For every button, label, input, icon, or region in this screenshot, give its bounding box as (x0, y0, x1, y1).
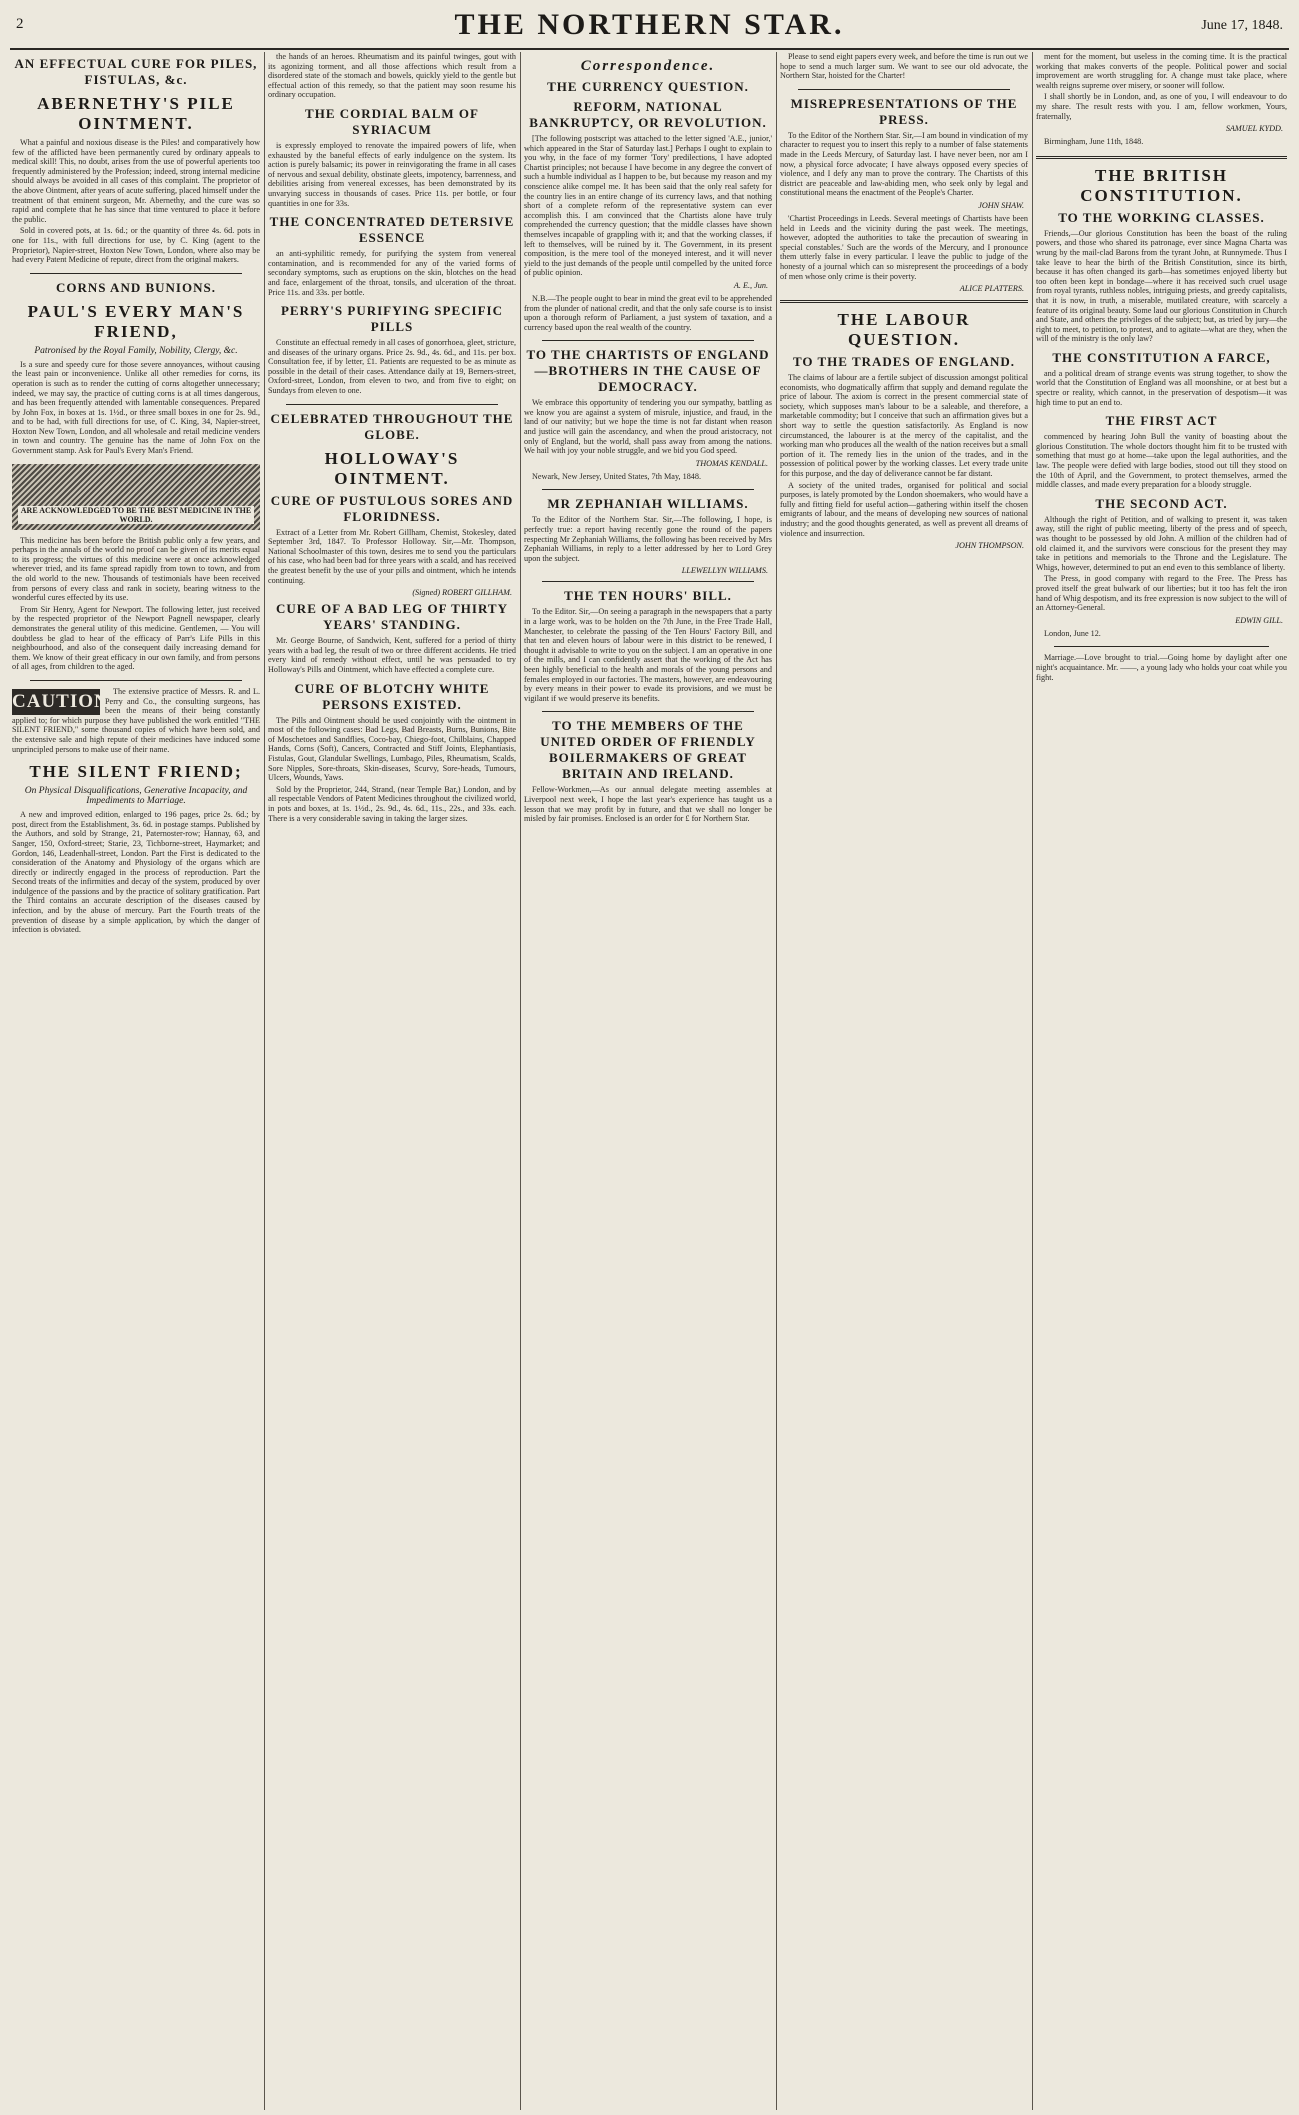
article-text: Please to send eight papers every week, and before the time is run out we hope to send a much larger sum. We want to see our old advocate, the Northern Star, hoisted for the Charter! (780, 52, 1028, 81)
divider (30, 273, 242, 274)
newspaper-title: THE NORTHERN STAR. (454, 8, 845, 41)
advert-headline: THE CORDIAL BALM OF SYRIACUM (305, 105, 479, 137)
article-title: THE BRITISH CONSTITUTION. (1080, 165, 1243, 205)
article-text: [The following postscript was attached to the letter signed 'A.E., junior,' which appeared in the Star of Saturday last.] Perhaps I ought to explain to you why, in the face of my former 'Tory' predilections, I have adopted Chartist principles; not because I have become in any degree the convert of such a humble individual as I happen to be, but because my reason and my conscience alike compel me. It has been said that the only real safety for the country lies in an entire change of its currency laws, and that nothing short of a complete reform of the representative system can ever accomplish this. I am convinced that the Chartists alone have truly comprehended the currency question; that the middle classes have shown themselves incapable of grappling with it; and that the working classes, if left to themselves, will be ruined by it. The Government, in its present composition, is the mere tool of the moneyed interest, and it will never yield to the just demands of the people until compelled by the united force of public opinion. (524, 134, 772, 278)
divider (542, 489, 754, 490)
advert-text: A new and improved edition, enlarged to 196 pages, price 2s. 6d.; by post, direct from the Establishment, 3s. 6d. in postage stamps. Published by the Authors, and sold by Strange, 21, Paternoster-row; Hannay, 63, and Sanger, 150, Oxford-street; Starie, 23, Tichborne-street, Haymarket; and Gordon, 146, Leadenhall-street, London. Part the First is dedicated to the consideration of the Anatomy and Physiology of the organs which are directly or indirectly engaged in the process of reproduction. Part the Second treats of the infirmities and decay of the system, produced by over indulgence of the passions and by the practice of solitary gratification. Part the Third contains an accurate description of the diseases caused by infection, and by the abuse of mercury. Part the Fourth treats of the prevention of disease by a simple application, by which the danger of infection is obviated. (12, 810, 260, 935)
signature: (Signed) ROBERT GILLHAM. (412, 588, 512, 598)
article-text: Fellow-Workmen,—As our annual delegate meeting assembles at Liverpool next week, I hope the last year's experience has taught us a lesson that we may profit by in future, and that we shall no longer be misled by fair promises. Enclosed is an order for £ for Northern Star. (524, 785, 772, 824)
article-text: 'Chartist Proceedings in Leeds. Several meetings of Chartists have been held in Leeds and the vicinity during the past week. The meetings, however, adopted the authorities to take the precaution of swearing in special constables.' Such are the words of the Mercury, and I pronounce them utterly false in every particular. I leave the public to judge of the honesty of a journal which can so misrepresent the proceedings of a body of men whose only crime is their poverty. (780, 213, 1028, 281)
article-text: To the Editor of the Northern Star. Sir,—I am bound in vindication of my character to request you to insert this reply to a number of false statements made in the Leeds Mercury, of Saturday last. I have never been, nor am I now, a physical force advocate; I have always opposed every species of violence, and I defy any man to prove the contrary. The Chartists of this district are peaceable and law-abiding men, who seek only by legal and constitutional means the enactment of the People's Charter. (780, 130, 1028, 198)
advert-subtitle: On Physical Disqualifications, Generative Incapacity, and Impediments to Marriage. (24, 786, 248, 807)
advert-title: PAUL'S EVERY MAN'S FRIEND, (27, 301, 245, 341)
section-title: Correspondence. (580, 58, 716, 74)
advert-title: THE SILENT FRIEND; (29, 762, 243, 782)
advert-headline: CURE OF PUSTULOUS SORES AND FLORIDNESS. (270, 492, 514, 524)
article-text: We embrace this opportunity of tendering you our sympathy, battling as we know you are against a system of misrule, injustice, and fraud, in the land of our nativity; but we hope the time is not far distant when reason and justice will gain the ascendancy, and when the proud aristocracy, not only of England, but the world, shall pass away from among the nations. We hail with joy your noble struggle, and we bid you God speed. (524, 398, 772, 456)
advert-headline: CURE OF A BAD LEG OF THIRTY YEARS' STANDING. (276, 601, 508, 633)
masthead-rule (10, 48, 1289, 50)
divider (1036, 156, 1287, 159)
advert-headline: CELEBRATED THROUGHOUT THE GLOBE. (270, 410, 514, 442)
column-5 (1036, 52, 1287, 2112)
article-headline: THE SECOND ACT. (1095, 495, 1228, 511)
column-rule (1032, 52, 1033, 2110)
article-text: Newark, New Jersey, United States, 7th May, 1848. (532, 471, 702, 481)
signature: JOHN THOMPSON. (955, 541, 1024, 551)
advert-text: the hands of an heroes. Rheumatism and its painful twinges, gout with its agonizing torment, and all those affections which result from a disordered state of the stomach and bowels, quickly yield to the gentle but effectual action of this remedy, so that the patient may soon resume his ordinary occupation. (268, 52, 516, 100)
article-title: THE LABOUR QUESTION. (837, 310, 971, 350)
column-2 (268, 52, 516, 2112)
divider (798, 89, 1010, 90)
article-headline: TO THE TRADES OF ENGLAND. (792, 354, 1016, 370)
divider (1054, 646, 1269, 647)
advert-subtitle: Patronised by the Royal Family, Nobility, Clergy, &c. (34, 345, 238, 356)
advert-text: is expressly employed to renovate the impaired powers of life, when exhausted by the baneful effects of early indulgence on the system. Its action is purely balsamic; its power in reinvigorating the frame in all cases of nervous and sexual debility, obstinate gleets, impotency, barrenness, and debilities arising from venereal excesses, has been demonstrated by its unvarying success in thousands of cases. Price 11s. per bottle, or four quantities in one for 33s. (268, 140, 516, 208)
divider (542, 340, 754, 341)
article-headline: TO THE CHARTISTS OF ENGLAND—BROTHERS IN THE CAUSE OF DEMOCRACY. (526, 347, 770, 395)
article-text: To the Editor. Sir,—On seeing a paragraph in the newspapers that a party in a large work, was to be holden on the 7th June, in the Free Trade Hall, Manchester, to celebrate the passing of the Ten Hours' Factory Bill, and that ten and eleven hours of labour were in this district to be renewed, I thought it advisable to write to you on the subject. I am an operative in one of the mills, and I can confidently assert that the working of the Act has been highly beneficial to the health and morals of the young persons and females employed in our factories. The masters, however, are endeavouring by every means in their power to evade its provisions, and we must be vigilant if we would preserve its benefits. (524, 607, 772, 703)
column-rule (520, 52, 521, 2110)
signature: THOMAS KENDALL. (695, 458, 768, 468)
signature: EDWIN GILL. (1235, 615, 1283, 625)
advert-headline: CURE OF BLOTCHY WHITE PERSONS EXISTED. (294, 680, 490, 712)
column-rule (776, 52, 777, 2110)
article-text: The claims of labour are a fertile subject of discussion amongst political economists, who dogmatically affirm that supply and demand regulate the price of labour. The axiom is correct in the present commercial state of society, which supposes man's labour to be a saleable, and therefore, a marketable commodity; but I conceive that such an affirmation gives but a short way to settle the question satisfactorily. As England is now circumstanced, the labourer is at the mercy of the capitalist, and the working man who produces all the wealth of the nation receives but a small portion of it. The remedy lies in the union of the trades, and in the possession of political power by the working classes. Let every trade unite for this purpose, and the day of deliverance cannot be far distant. A society of the united trades, organised for political and social purposes, is lately promoted by the London shoemakers, who would have a fully and fitting field for useful action—gathering within itself the chosen emigrants of labour, and the means of developing new sources of national industry; and the good thoughts generated, as well as prevent all dreams of violence and insurrection. (780, 373, 1028, 538)
column-4 (780, 52, 1028, 2112)
article-text: and a political dream of strange events was strung together, to show the world that the Constitution of England was all moonshine, or at best but a spectre or reality, which cannot, in the preservation of despotism—it was high time to put an end to. (1036, 368, 1287, 407)
article-headline: THE CURRENCY QUESTION. (547, 79, 749, 94)
advert-text: The Pills and Ointment should be used conjointly with the ointment in most of the following cases: Bad Legs, Bad Breasts, Burns, Bunions, Bite of Moschetoes and Sandflies, Coco-bay, Chiego-foot, Chilblains, Chapped Hands, Corns (Soft), Cancers, Contracted and Stiff Joints, Elephantiasis, Fistulas, Gout, Glandular Swellings, Lumbago, Piles, Rheumatism, Scalds, Sore Nipples, Sore-throats, Skin-diseases, Scurvy, Sore-heads, Tumours, Ulcers, Wounds, Yaws. Sold by the Proprietor, 244, Strand, (near Temple Bar,) London, and by all respectable Vendors of Patent Medicines throughout the civilized world, in pots and boxes, at 1s. 1½d., 2s. 9d., 4s. 6d., 11s., 22s., and 33s. each. There is a very considerable saving in taking the larger sizes. (268, 715, 516, 823)
divider (542, 711, 754, 712)
advert-banner-caption: ARE ACKNOWLEDGED TO BE THE BEST MEDICINE IN THE WORLD. (18, 506, 254, 524)
advert-text: CAUTION The extensive practice of Messrs. R. and L. Perry and Co., the consulting surgeons, has been the means of their being constantly applied to; for which purpose they have published the work entitled "THE SILENT FRIEND," some thousand copies of which have been sold, and the extensive sale and high repute of their medicines have induced some unprincipled persons to make use of their name. (12, 686, 260, 754)
advert-title: HOLLOWAY'S OINTMENT. (324, 448, 460, 488)
article-text: commenced by hearing John Bull the vanity of boasting about the glorious Constitution. The whole doctors thought him fit to be trusted with something that must go at home—take upon the legal authorities, and the law. The people were defied with large bodies, stood out till they stood on the 10th of April, and the Government, to protect themselves, armed the middle classes, and made every preparation for a bloody struggle. (1036, 432, 1287, 490)
article-headline: REFORM, NATIONAL BANKRUPTCY, OR REVOLUTION. (529, 99, 767, 130)
advert-text: What a painful and noxious disease is the Piles! and comparatively how few of the afflicted have been permanently cured by ordinary appeals to medical skill! This, no doubt, arises from the use of powerful aperients too frequently administered by the Profession; indeed, strong internal medicine should always be avoided in all cases of this complaint. The proprietor of the above Ointment, after years of acute suffering, placed himself under the treatment of that eminent surgeon, Mr. Abernethy, and the cure was so rapid and complete that he has since that time ventured to place it before the public. Sold in covered pots, at 1s. 6d.; or the quantity of three 4s. 6d. pots in one for 11s., with full directions for use, by C. King (agent to the Proprietor), Napier-street, Hoxton New Town, London, where also may be had every Patent Medicine of repute, direct from the original makers. (12, 138, 260, 265)
column-rule (264, 52, 265, 2110)
article-text: Birmingham, June 11th, 1848. (1044, 137, 1144, 147)
signature: JOHN SHAW. (978, 200, 1024, 210)
signature: ALICE PLATTERS. (959, 284, 1024, 294)
divider (30, 680, 242, 681)
article-text: London, June 12. (1044, 628, 1101, 638)
page-number: 2 (16, 16, 24, 32)
signature: LLEWELLYN WILLIAMS. (681, 566, 768, 576)
signature: SAMUEL KYDD. (1225, 124, 1283, 134)
advert-text: Constitute an effectual remedy in all cases of gonorrhoea, gleet, stricture, and diseases of the urinary organs. Price 2s. 9d., 4s. 6d., and 11s. per box. Consultation fee, if by letter, £1. Patients are requested to be as minute as possible in the detail of their cases. Attendance daily at 19, Berners-street, Oxford-street, London, from eleven to two, and from five to eight; on Sundays from eleven to one. (268, 338, 516, 396)
masthead (10, 8, 1289, 46)
divider (780, 300, 1028, 303)
advert-text: Extract of a Letter from Mr. Robert Gillham, Chemist, Stokesley, dated September 3rd, 1847. To Professor Holloway. Sir,—Mr. Thompson, National Schoolmaster of this town, desires me to send you the particulars of his case, who had been bad for three years with a scald, and has received the greatest benefit by the use of your pills and ointment, which he intends continuing. (268, 527, 516, 585)
advert-text: This medicine has been before the British public only a few years, and perhaps in the annals of the world no proof can be given of its merits equal to its progress; the virtues of this medicine were at once acknowledged wherever tried, and its fame spread rapidly from town to town, and from the old world to the new. Thousands of testimonials have been received from persons of every class and rank in society, bearing witness to the wonderful cures effected by its use. From Sir Henry, Agent for Newport. The following letter, just received by the respected proprietor of the Newport Pagnell newspaper, clearly demonstrates the general utility of this medicine. Gentlemen, — You will doubtless be glad to hear of the efficacy of Parr's Life Pills in this neighbourhood, and also of the consequent daily increasing demand for them. We know of their great efficacy in our own family, and from persons of all ages, from children to the aged. (12, 535, 260, 672)
article-headline: TO THE WORKING CLASSES. (1058, 209, 1265, 225)
engraved-advert-banner (12, 464, 260, 530)
divider (286, 404, 498, 405)
article-headline: TO THE MEMBERS OF THE UNITED ORDER OF FRIENDLY BOILERMAKERS OF GREAT BRITAIN AND IRELAND. (540, 718, 756, 782)
advert-headline: PERRY'S PURIFYING SPECIFIC PILLS (280, 303, 503, 335)
caution-label: CAUTION (12, 689, 100, 715)
article-text: Although the right of Petition, and of walking to present it, was taken away, still the right of public meeting, liberty of the press and of speech, was thought to be possessed by old John. A million of the children had of old claimed it, and the survivors were conscious for the present they may take in petitions and memorials to the Throne and the Legislature. The Whigs, however, determined to put an end even to this semblance of liberty. The Press, in good company with regard to the Free. The Press has proved itself the great bulwark of our liberties; but it too has felt the iron hand of Whig despotism, and its free expression is now subject to the will of an Attorney-General. (1036, 514, 1287, 613)
article-text: To the Editor of the Northern Star. Sir,—The following, I hope, is perfectly true: a report having recently gone the round of the papers respecting Mr Zephaniah Williams, the following has been received by Mrs Zephaniah Williams, in reply to a letter addressed by her to Lord Grey upon the subject. (524, 515, 772, 563)
issue-date: June 17, 1848. (1201, 18, 1283, 33)
article-headline: THE FIRST ACT (1105, 413, 1218, 429)
column-1 (12, 52, 260, 2112)
advert-text: Is a sure and speedy cure for those severe annoyances, without causing the least pain or inconvenience. Unlike all other remedies for corns, its operation is such as to render the cutting of corns altogether unnecessary; indeed, we may say, the practice of cutting corns is at all times dangerous, and has been frequently attended with lamentable consequences. Prepared by John Fox, in boxes at 1s. 1½d., or three small boxes in one for 2s. 9d., and to be had, with full directions for use, of C. King, 34, Napier-street, Hoxton New Town, London, and all wholesale and retail medicine venders in town and country. The genuine has the name of John Fox on the Government stamp. Ask for Paul's Every Man's Friend. (12, 359, 260, 456)
divider (542, 581, 754, 582)
advert-text: Mr. George Bourne, of Sandwich, Kent, suffered for a period of thirty years with a bad leg, the result of two or three different accidents. He tried every kind of remedy without effect, until he was persuaded to try Holloway's Pills and Ointment, which have effected a complete cure. (268, 636, 516, 674)
article-text: Friends,—Our glorious Constitution has been the boast of the ruling powers, and those who shared its patronage, ever since Magna Charta was wrung by the mail-clad Barons from the tyrant John, at Runnymede. Thus I take leave to hear the birth of the British Constitution, since its birth, because it has often changed its garb—has sometimes enjoyed liberty but too often been kept in bondage—where it has received such cruel usage from royal tyrants, ruthless nobles, intriguing priests, and greedy capitalists, that it is now, in truth, a miserable, mutilated creature, with scarcely a feature of its original beauty. Some laud our glorious Constitution in Church and State, and others the privileges of the subject; but, as tried by jury—the right to meet, to petition, to protest, and to agitate—what are they, when the will of the ministry is the only law? (1036, 228, 1287, 344)
article-headline: MR ZEPHANIAH WILLIAMS. (547, 496, 749, 512)
advert-headline: THE CONCENTRATED DETERSIVE ESSENCE (269, 214, 515, 246)
advert-headline: CORNS AND BUNIONS. (56, 279, 216, 295)
article-headline: THE CONSTITUTION A FARCE, (1052, 349, 1271, 365)
article-headline: MISREPRESENTATIONS OF THE PRESS. (790, 95, 1018, 127)
article-text: Marriage.—Love brought to trial.—Going home by daylight after one night's acquaintance. Mr. ——, a young lady who holds your coat while you fight. (1036, 653, 1287, 682)
advert-text: an anti-syphilitic remedy, for purifying the system from venereal contamination, and is recommended for any of the varied forms of secondary symptoms, such as eruptions on the skin, blotches on the head and face, enlargement of the throat, tonsils, and ulceration of the throat. Price 11s. and 33s. per bottle. (268, 249, 516, 297)
column-3 (524, 52, 772, 2112)
advert-headline: AN EFFECTUAL CURE FOR PILES, FISTULAS, &c. (14, 56, 258, 87)
advert-title: ABERNETHY'S PILE OINTMENT. (37, 94, 235, 133)
article-text: ment for the moment, but useless in the coming time. It is the practical working that makes converts of the people. Political power and social improvement are worth struggling for. A change must take place, where wealth reigns supreme over misery, or sooner will follow. I shall shortly be in London, and, as one of you, I will endeavour to do my share. The result rests with you. I am, fellow workmen, Yours, fraternally, (1036, 52, 1287, 121)
signature: A. E., Jun. (733, 280, 768, 290)
article-text: N.B.—The people ought to bear in mind the great evil to be apprehended from the plunder of national credit, and that the only safe course is to insist upon a thorough reform of Parliament, a just system of taxation, and a currency based upon the real wealth of the country. (524, 293, 772, 332)
article-headline: THE TEN HOURS' BILL. (564, 588, 732, 604)
